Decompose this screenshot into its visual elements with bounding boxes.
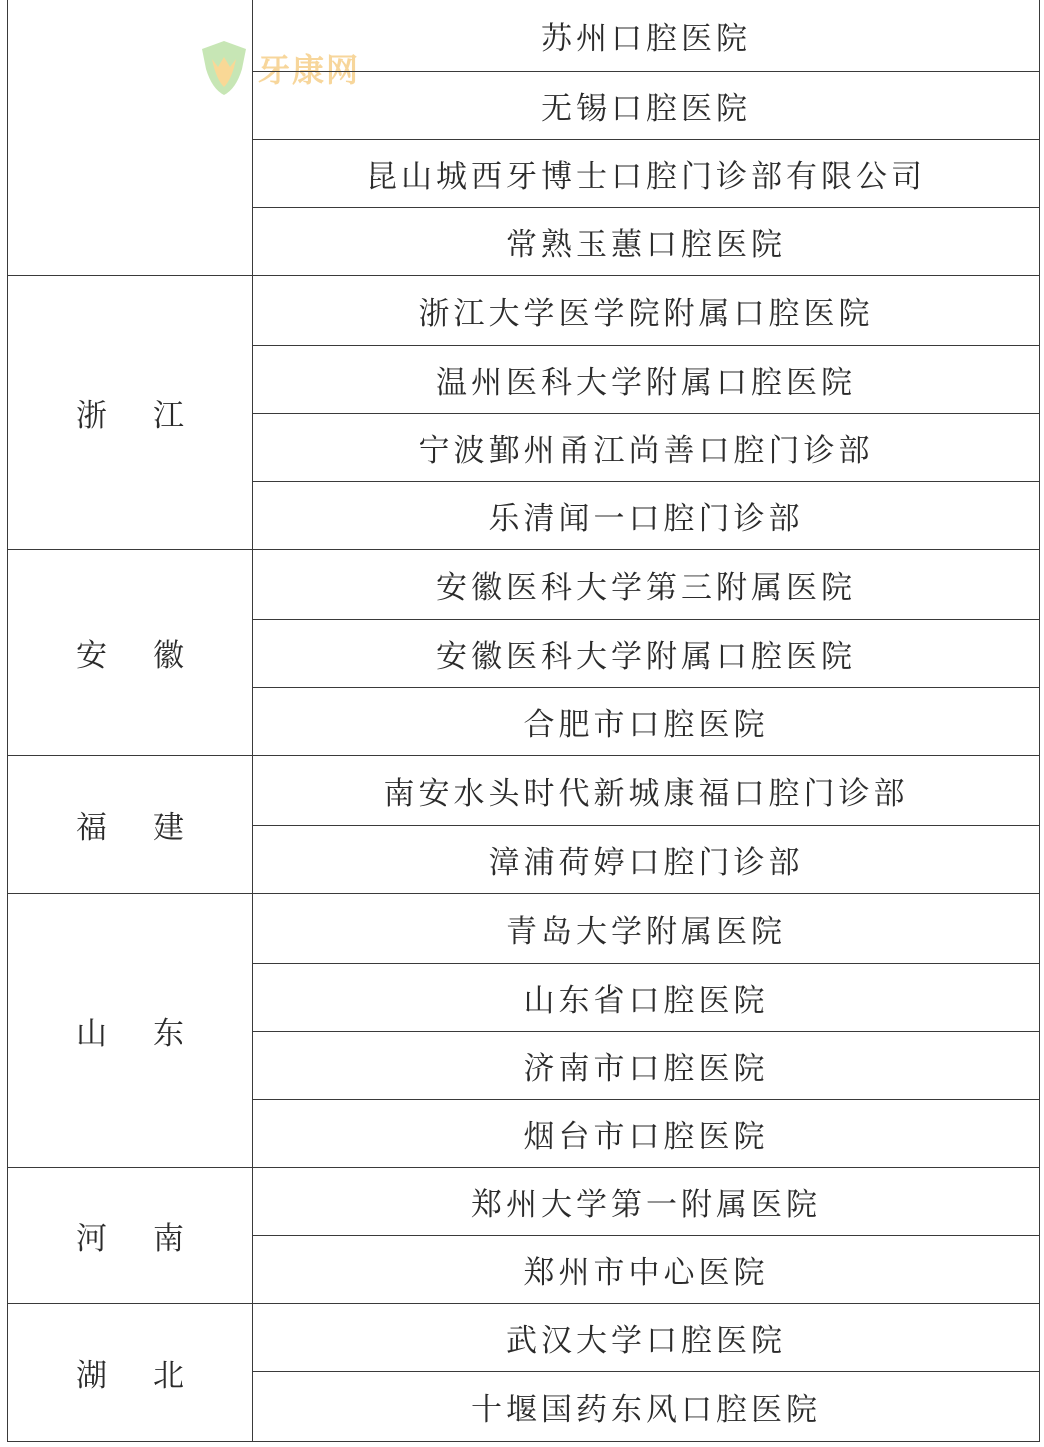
hospital-cell: 昆山城西牙博士口腔门诊部有限公司 (252, 140, 1040, 208)
province-char: 浙 (76, 398, 107, 434)
province-cell (7, 756, 252, 894)
hospital-cell: 常熟玉蕙口腔医院 (252, 208, 1040, 276)
province-char: 北 (153, 1358, 184, 1394)
province-cell (7, 276, 252, 550)
province-cell (7, 1168, 252, 1304)
province-cell (7, 0, 252, 276)
hospital-table (7, 0, 1040, 1442)
hospital-cell: 郑州大学第一附属医院 (252, 1168, 1040, 1236)
hospital-cell: 乐清闻一口腔门诊部 (252, 482, 1040, 550)
province-char: 江 (153, 398, 184, 434)
watermark-text: 牙康网 (258, 51, 361, 89)
hospital-cell: 合肥市口腔医院 (252, 688, 1040, 756)
hospital-cell: 南安水头时代新城康福口腔门诊部 (252, 756, 1040, 826)
province-char: 山 (76, 1016, 107, 1052)
province-cell (7, 894, 252, 1168)
hospital-cell: 十堰国药东风口腔医院 (252, 1372, 1040, 1442)
hospital-cell: 烟台市口腔医院 (252, 1100, 1040, 1168)
hospital-cell: 漳浦荷婷口腔门诊部 (252, 826, 1040, 894)
province-char: 徽 (153, 638, 184, 674)
hospital-cell: 济南市口腔医院 (252, 1032, 1040, 1100)
hospital-cell: 山东省口腔医院 (252, 964, 1040, 1032)
hospital-cell: 温州医科大学附属口腔医院 (252, 346, 1040, 414)
province-char: 建 (153, 810, 184, 846)
hospital-cell: 郑州市中心医院 (252, 1236, 1040, 1304)
province-char: 安 (76, 638, 107, 674)
hospital-cell: 青岛大学附属医院 (252, 894, 1040, 964)
province-cell (7, 1304, 252, 1442)
province-char: 湖 (76, 1358, 107, 1394)
hospital-cell: 安徽医科大学第三附属医院 (252, 550, 1040, 620)
hospital-cell: 苏州口腔医院 (252, 0, 1040, 72)
hospital-cell: 浙江大学医学院附属口腔医院 (252, 276, 1040, 346)
province-cell (7, 550, 252, 756)
hospital-cell: 安徽医科大学附属口腔医院 (252, 620, 1040, 688)
hospital-cell: 无锡口腔医院 (252, 72, 1040, 140)
province-char: 东 (153, 1016, 184, 1052)
province-char: 河 (76, 1221, 107, 1257)
hospital-cell: 武汉大学口腔医院 (252, 1304, 1040, 1372)
province-char: 福 (76, 810, 107, 846)
province-char: 南 (153, 1221, 184, 1257)
hospital-cell: 宁波鄞州甬江尚善口腔门诊部 (252, 414, 1040, 482)
